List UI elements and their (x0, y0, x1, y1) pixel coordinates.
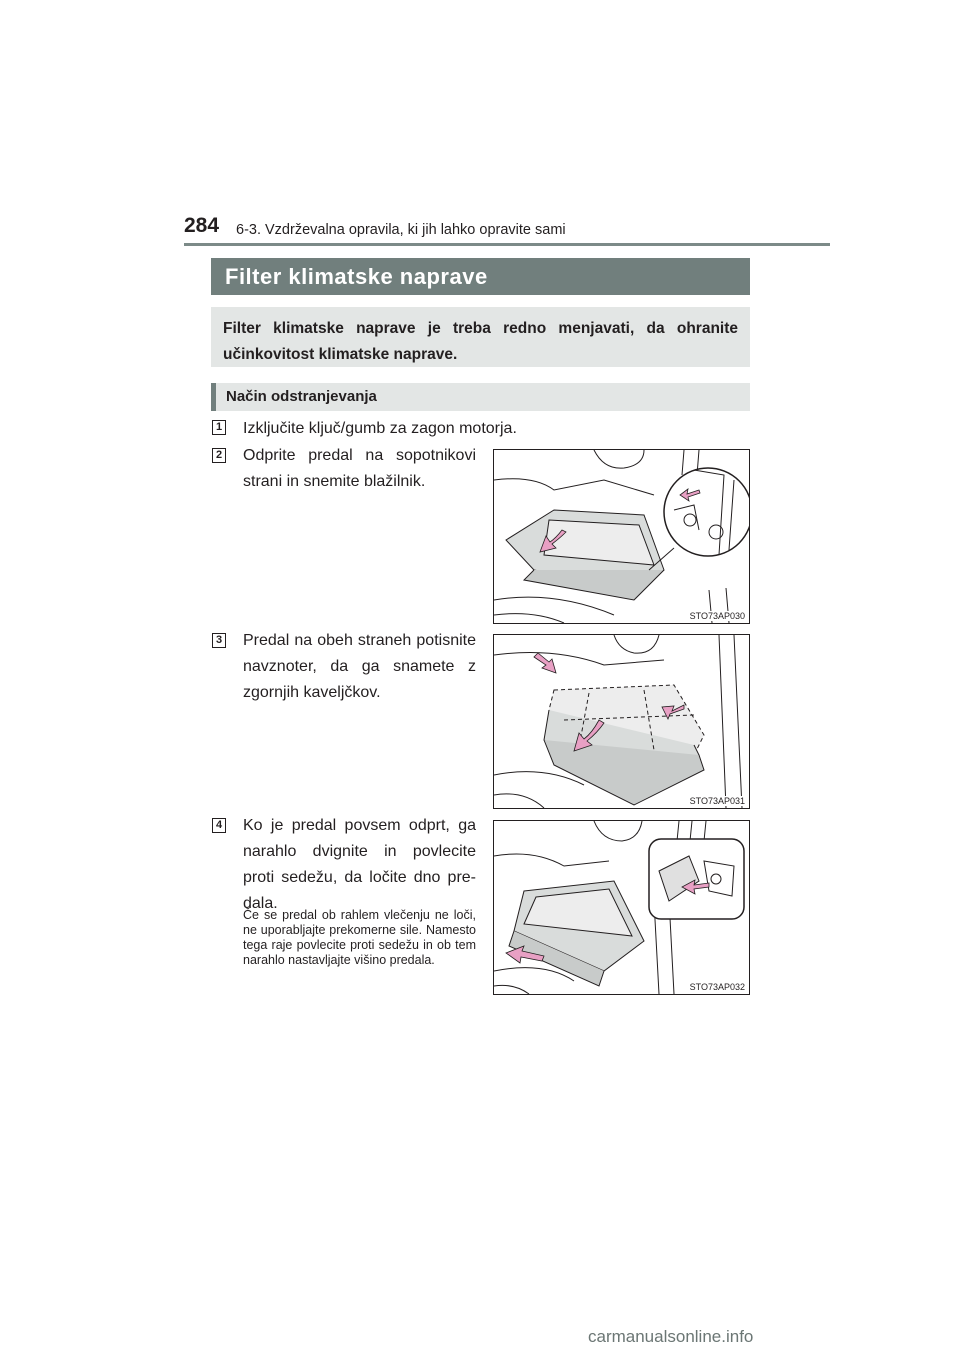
section-title: 6-3. Vzdrževalna opravila, ki jih lahko opravite sami (236, 222, 566, 238)
step-number-3: 3 (212, 633, 226, 648)
step-text-1: Izključite ključ/gumb za zagon motorja. (243, 420, 517, 437)
footer-url[interactable]: carmanualsonline.info (588, 1327, 754, 1346)
arrow-icon (534, 653, 556, 673)
step-text-3: Predal na obeh straneh potisnite navznoter, da ga snamete z zgornjih kaveljčkov. (243, 632, 476, 701)
page-number: 284 (184, 214, 220, 237)
step-note-4: Če se predal ob rahlem vlečenju ne loči, ne uporabljajte prekomerne sile. Namesto tega raje povlecite proti sedežu in ob tem narahlo nastavljajte višino predala. (243, 908, 476, 967)
glovebox-push-illustration (494, 635, 749, 808)
figure-code: STO73AP030 (689, 611, 745, 621)
figure-code: STO73AP031 (689, 796, 745, 806)
glovebox-open-illustration (494, 450, 749, 623)
subsection-title: Način odstranjevanja (211, 383, 750, 411)
figure-step-2 (493, 449, 750, 624)
header-rule (184, 243, 830, 246)
figure-code: STO73AP032 (689, 982, 745, 992)
step-text-2: Odprite predal na sopotnikovi strani in snemite blažilnik. (243, 447, 476, 490)
figure-step-4 (493, 820, 750, 995)
step-number-4: 4 (212, 818, 226, 833)
detail-zoom-circle (664, 468, 749, 556)
step-number-2: 2 (212, 448, 226, 463)
page-title: Filter klimatske naprave (211, 258, 750, 295)
step-number-1: 1 (212, 420, 226, 435)
step-text-4: Ko je predal povsem odprt, ga narahlo dvignite in povlecite proti sedežu, da ločite dno predala. (243, 817, 476, 912)
intro-box: Filter klimatske naprave je treba redno menjavati, da ohranite učinkovitost klimatske naprave. (211, 307, 750, 367)
glovebox-remove-illustration (494, 821, 749, 994)
figure-step-3 (493, 634, 750, 809)
